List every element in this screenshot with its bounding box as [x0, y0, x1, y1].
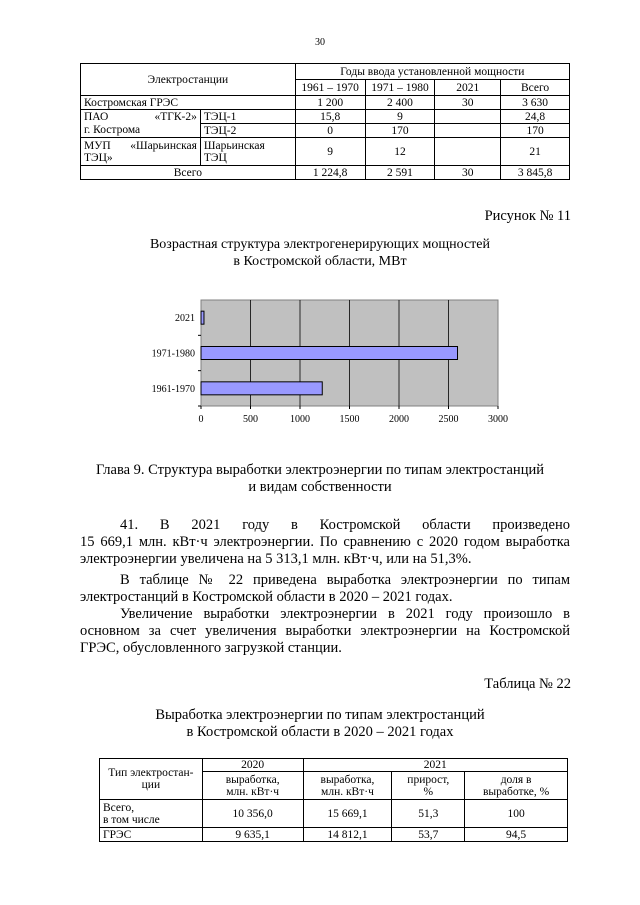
- header-production-2021: [303, 772, 392, 800]
- x-tick-label: 2500: [438, 414, 459, 425]
- cell: 170: [501, 124, 570, 138]
- capacity-age-chart: [120, 292, 540, 437]
- table-22-title-line-1: Выработка электроэнергии по типам электростанций: [155, 707, 485, 723]
- cell: 51,3: [392, 800, 465, 828]
- cell: 10 356,0: [202, 800, 303, 828]
- table-row: [100, 800, 568, 828]
- paragraph-line: электростанций в Костромской области в 2020 – 2021 годах.: [80, 589, 453, 605]
- header-2021: 2021: [303, 759, 567, 772]
- row-org: г. Кострома: [81, 124, 201, 138]
- header-type-line-1: Тип электростан-: [108, 767, 194, 779]
- cell: 2 591: [365, 166, 435, 180]
- header-1961-1970: 1961 – 1970: [295, 80, 365, 96]
- cell: 15,8: [295, 110, 365, 124]
- x-tick-label: 500: [243, 414, 258, 425]
- paragraph-41: [80, 517, 570, 568]
- station-name-a: Шарьинская: [203, 139, 265, 152]
- paragraph-increase: [80, 606, 570, 657]
- cell: [435, 110, 501, 124]
- paragraph-line: Увеличение выработки электроэнергии в 2021 году произошло в: [120, 606, 570, 622]
- row-type: ГРЭС: [100, 828, 203, 842]
- generation-by-type-table: [99, 758, 568, 842]
- org-name-b: «ТГК-2»: [154, 110, 197, 123]
- chapter-heading: [0, 462, 640, 496]
- cell: 0: [295, 124, 365, 138]
- org-name-a: МУП: [84, 139, 111, 152]
- category-label: 2021: [175, 313, 195, 325]
- header-line: млн. кВт·ч: [321, 785, 374, 798]
- row-total-label: Всего: [81, 166, 296, 180]
- bar: [201, 311, 204, 324]
- header-line: выработка,: [320, 773, 375, 786]
- header-share: [465, 772, 568, 800]
- table-header-row: [81, 64, 570, 80]
- table-22-label: Таблица № 22: [484, 676, 571, 692]
- paragraph-table-reference: [80, 572, 570, 606]
- x-tick-label: 2000: [389, 414, 409, 425]
- cell: [435, 138, 501, 166]
- row-type-line-2: в том числе: [103, 813, 160, 826]
- header-1971-1980: 1971 – 1980: [365, 80, 435, 96]
- x-tick-label: 0: [198, 414, 204, 425]
- paragraph-line: 41. В 2021 году в Костромской области произведено: [120, 517, 570, 533]
- station-name-b: ТЭЦ: [203, 151, 227, 164]
- cell: 14 812,1: [303, 828, 392, 842]
- header-station: Электростанции: [81, 64, 296, 96]
- cell: 12: [365, 138, 435, 166]
- cell: 30: [435, 96, 501, 110]
- header-2021: 2021: [435, 80, 501, 96]
- chart-title: [0, 236, 640, 270]
- cell: 1 200: [295, 96, 365, 110]
- row-station: ТЭЦ-1: [200, 110, 295, 124]
- table-22-title-line-2: в Костромской области в 2020 – 2021 годах: [186, 724, 454, 740]
- table-row: [81, 96, 570, 110]
- cell: 9: [365, 110, 435, 124]
- row-station: Костромская ГРЭС: [81, 96, 296, 110]
- bar: [201, 382, 322, 395]
- cell: 9: [295, 138, 365, 166]
- header-total: Всего: [501, 80, 570, 96]
- table-row: [81, 138, 570, 166]
- paragraph-line: основном за счет увеличения выработки электроэнергии на Костромской: [80, 623, 570, 639]
- paragraph-line: 15 669,1 млн. кВт·ч электроэнергии. По сравнению с 2020 годом выработка: [80, 534, 570, 550]
- table-header-row: [100, 759, 568, 772]
- capacity-by-years-table: [80, 63, 570, 180]
- row-org: [81, 138, 201, 166]
- paragraph-line: электроэнергии увеличена на 5 313,1 млн. кВт·ч, или на 51,3%.: [80, 551, 472, 567]
- row-station: [200, 138, 295, 166]
- header-production-2020: [202, 772, 303, 800]
- table-total-row: [81, 166, 570, 180]
- header-line: выработке, %: [482, 785, 550, 798]
- cell: 30: [435, 166, 501, 180]
- org-name-b: «Шарьинская: [130, 139, 197, 152]
- header-line: доля в: [500, 773, 532, 786]
- cell: 3 845,8: [501, 166, 570, 180]
- cell: [435, 124, 501, 138]
- header-growth: [392, 772, 465, 800]
- header-years: Годы ввода установленной мощности: [295, 64, 569, 80]
- cell: 100: [465, 800, 568, 828]
- chapter-heading-line-1: Глава 9. Структура выработки электроэнергии по типам электростанций: [96, 462, 544, 478]
- figure-label: Рисунок № 11: [484, 208, 571, 224]
- header-line: прирост,: [407, 773, 450, 786]
- header-line: млн. кВт·ч: [226, 785, 280, 798]
- header-2020: 2020: [202, 759, 303, 772]
- header-line: %: [423, 785, 434, 798]
- cell: 15 669,1: [303, 800, 392, 828]
- paragraph-line: В таблице № 22 приведена выработка электроэнергии по типам: [120, 572, 570, 588]
- x-tick-label: 1500: [339, 414, 360, 425]
- paragraph-line: ГРЭС, обусловленного загрузкой станции.: [80, 640, 342, 656]
- org-name-c: ТЭЦ»: [84, 151, 113, 164]
- table-row: [100, 828, 568, 842]
- chart-title-line-1: Возрастная структура электрогенерирующих мощностей: [149, 237, 491, 252]
- cell: 94,5: [465, 828, 568, 842]
- row-station: ТЭЦ-2: [200, 124, 295, 138]
- chapter-heading-line-2: и видам собственности: [248, 479, 392, 495]
- category-label: 1961-1970: [151, 383, 195, 395]
- cell: 1 224,8: [295, 166, 365, 180]
- bar: [201, 347, 458, 360]
- header-type-line-2: ции: [141, 779, 161, 791]
- cell: 170: [365, 124, 435, 138]
- cell: 3 630: [501, 96, 570, 110]
- org-name-a: ПАО: [84, 110, 109, 123]
- cell: 24,8: [501, 110, 570, 124]
- page-number: 30: [315, 37, 325, 48]
- cell: 21: [501, 138, 570, 166]
- cell: 2 400: [365, 96, 435, 110]
- table-row: [81, 124, 570, 138]
- row-type: [100, 800, 203, 828]
- table-row: [81, 110, 570, 124]
- x-tick-label: 1000: [290, 414, 310, 425]
- header-type: [100, 759, 203, 800]
- row-type-line-1: Всего,: [103, 801, 135, 814]
- x-tick-label: 3000: [488, 414, 508, 425]
- cell: 53,7: [392, 828, 465, 842]
- table-22-title: [0, 707, 640, 741]
- category-label: 1971-1980: [151, 348, 195, 360]
- header-line: выработка,: [225, 773, 280, 786]
- chart-title-line-2: в Костромской области, МВт: [233, 254, 407, 269]
- cell: 9 635,1: [202, 828, 303, 842]
- row-org: [81, 110, 201, 124]
